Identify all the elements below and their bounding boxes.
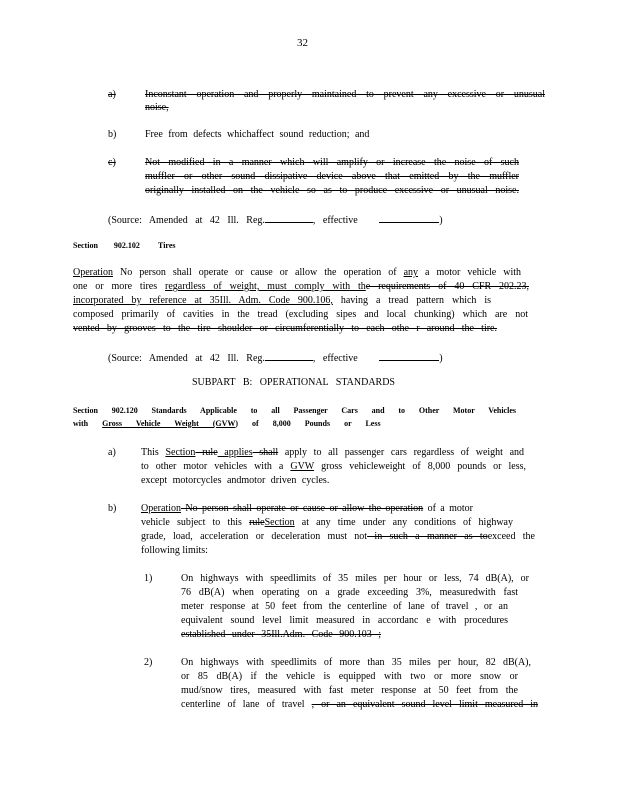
effective-blank [379, 212, 439, 223]
s120-b-line-4: following limits: [141, 545, 208, 556]
s120-b1-line-5: established under 35Ill.Adm. Code 900.103 ; [181, 629, 381, 640]
section-902-120-heading-line-1: Section 902.120 Standards Applicable to all Passenger Cars and to Other Motor Vehicles [73, 406, 516, 415]
item-c-line-2: muffler or other sound dissipative device above that emitted by the muffler [145, 171, 519, 182]
item-b-label: b) [108, 129, 117, 140]
item-c-line-1: Not modified in a manner which will amplify or increase the noise of such [145, 157, 519, 168]
s120-b2-line-4: centerline of lane of travel , or an equivalent sound level limit measured in [181, 699, 539, 710]
s120-b2-label: 2) [144, 657, 153, 668]
item-c-label: c) [108, 157, 116, 168]
source-note-1: (Source: Amended at 42 Ill. Reg. , effective ) [108, 212, 443, 228]
s120-b1-line-3: meter response at 50 feet from the centerline of lane of travel , or an [181, 601, 508, 612]
s120-b-line-2: vehicle subject to this ruleSection at any time under any conditions of highway [141, 517, 513, 528]
s120-a-line-2: to other motor vehicles with a GVW gross vehicleweight of 8,000 pounds or less, [141, 461, 526, 472]
s120-a-line-1: This Section rule applies shall apply to all passenger cars regardless of weight and [141, 447, 525, 458]
s120-b1-line-2: 76 dB(A) when operating on a grade exceeding 3%, measuredwith fast [181, 587, 518, 598]
item-a-line-2: noise, [145, 102, 169, 113]
s120-b-line-3: grade, load, acceleration or deceleration must not in such a manner as toexceed the [141, 531, 535, 542]
item-b-text: Free from defects whichaffect sound reduction; and [145, 129, 370, 140]
s120-b2-line-3: mud/snow tires, measured with fast meter response at 50 feet from the [181, 685, 518, 696]
tires-line-4: composed primarily of cavities in the tread (excluding sipes and local chunking) which are not [73, 309, 528, 320]
item-a-line-1: Inconstant operation and properly maintained to prevent any excessive or unusual [145, 89, 545, 100]
s120-a-label: a) [108, 447, 116, 458]
section-902-102-title: Tires [158, 241, 176, 250]
section-902-102-number: Section 902.102 [73, 241, 140, 250]
reg-blank [265, 350, 313, 361]
s120-b1-line-1: On highways with speedlimits of 35 miles per hour or less, 74 dB(A), or [181, 573, 529, 584]
tires-line-1: Operation No person shall operate or cause or allow the operation of any a motor vehicle with [73, 267, 521, 278]
page-number: 32 [297, 37, 308, 49]
s120-b2-line-2: or 85 dB(A) if the vehicle is equipped with two or more snow or [181, 671, 518, 682]
item-a-label: a) [108, 89, 116, 100]
tires-line-3: incorporated by reference at 35Ill. Adm. Code 900.106, having a tread pattern which is [73, 295, 492, 306]
s120-b1-line-4: equivalent sound level limit measured in accordanc e with procedures [181, 615, 508, 626]
source-note-2: (Source: Amended at 42 Ill. Reg. , effective ) [108, 350, 443, 366]
effective-blank [379, 350, 439, 361]
s120-b-label: b) [108, 503, 117, 514]
subpart-heading: SUBPART B: OPERATIONAL STANDARDS [192, 377, 395, 388]
reg-blank [265, 212, 313, 223]
tires-line-5: vented by grooves to the tire shoulder or circumferentially to each othe r around the tire. [73, 323, 497, 334]
s120-b2-line-1: On highways with speedlimits of more than 35 miles per hour, 82 dB(A), [181, 657, 531, 668]
item-c-line-3: originally installed on the vehicle so as to produce excessive or unusual noise. [145, 185, 519, 196]
s120-b1-label: 1) [144, 573, 153, 584]
section-902-120-heading-line-2: with Gross Vehicle Weight (GVW) of 8,000 Pounds or Less [73, 419, 381, 428]
s120-a-line-3: except motorcycles andmotor driven cycles. [141, 475, 330, 486]
tires-line-2: one or more tires regardless of weight, must comply with the requirements of 40 CFR 202.23, [73, 281, 529, 292]
s120-b-line-1: Operation No person shall operate or cause or allow the operation of a motor [141, 503, 473, 514]
